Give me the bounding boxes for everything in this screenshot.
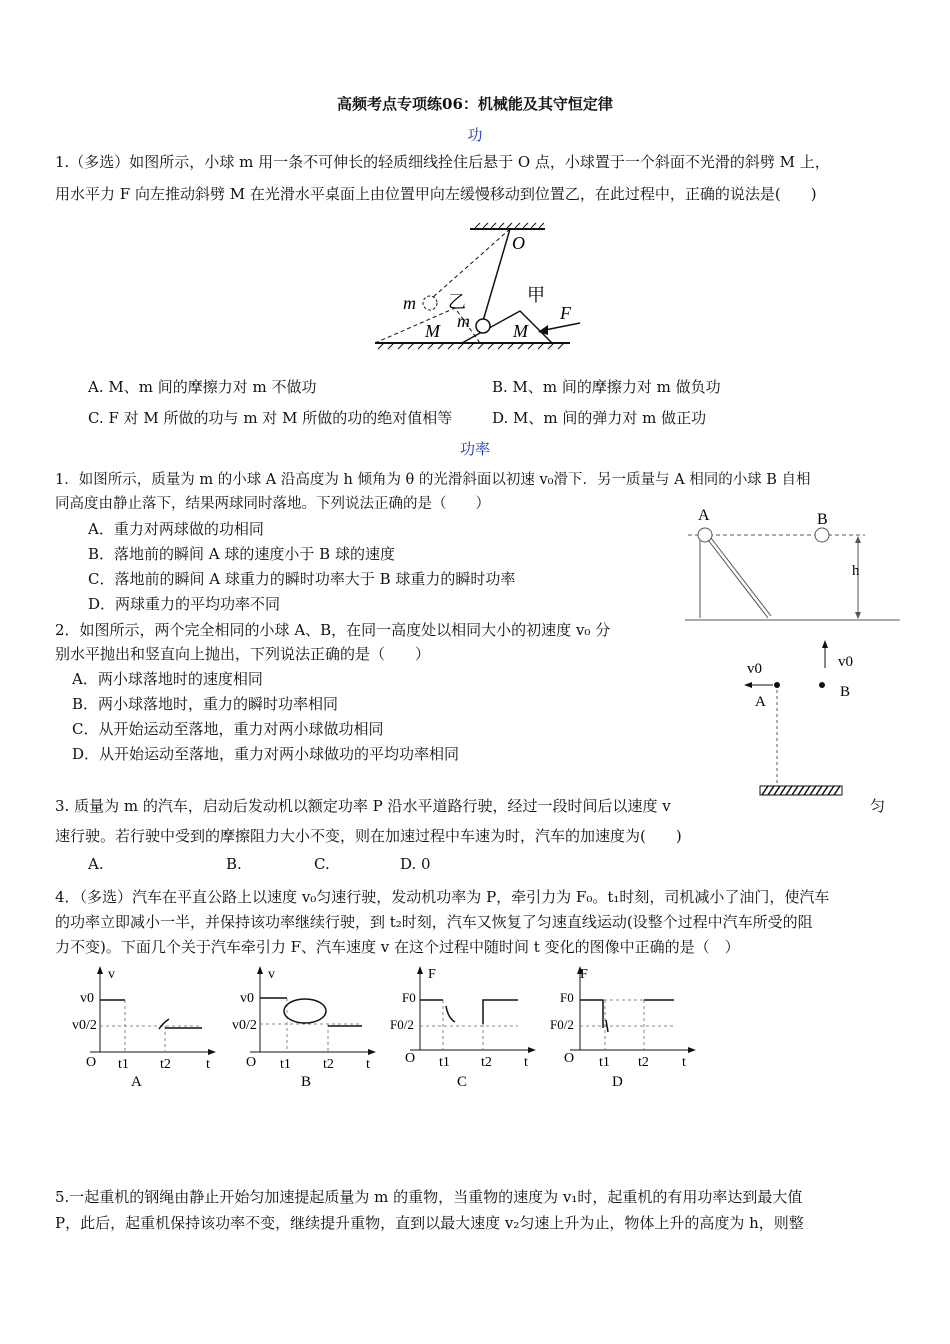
graph-b-origin: O <box>246 1055 257 1070</box>
option-power2-c: C．从开始运动至落地，重力对两小球做功相同 <box>72 720 384 738</box>
option-power1-a: A．重力对两球做的功相同 <box>88 520 264 538</box>
graph-a-caption: A <box>131 1074 142 1090</box>
option-work1-a: A. M、m 间的摩擦力对 m 不做功 <box>88 378 317 396</box>
graph-a-y-axis-label: v <box>108 967 115 982</box>
label-ball-A: A <box>698 507 710 524</box>
label-jia: 甲 <box>527 285 545 305</box>
option-power3-a: A. <box>88 855 104 873</box>
graph-c-t1: t1 <box>439 1055 450 1070</box>
option-work1-d: D. M、m 间的弹力对 m 做正功 <box>492 409 707 427</box>
graph-b-v0-half-label: v0/2 <box>232 1018 257 1033</box>
option-power3-d: D. 0 <box>400 855 431 873</box>
graph-c-caption: C <box>457 1074 468 1090</box>
graph-c-f0-label: F0 <box>402 990 416 1005</box>
label-yi: 乙 <box>448 292 466 312</box>
graph-a-v0-label: v0 <box>80 991 94 1006</box>
question-power-5-line-1: 5.一起重机的钢绳由静止开始匀加速提起质量为 m 的重物，当重物的速度为 v₁时，起重机的有用功率达到最大值 <box>55 1188 803 1206</box>
graph-b-v0-label: v0 <box>240 991 254 1006</box>
graph-d-origin: O <box>564 1051 575 1066</box>
label-v0-vertical: v0 <box>838 654 853 670</box>
question-power-1-line-2: 同高度由静止落下，结果两球同时落地。下列说法正确的是（ ） <box>55 496 490 512</box>
graph-c-origin: O <box>405 1051 416 1066</box>
label-M-left: M <box>425 321 440 341</box>
graph-a-t1: t1 <box>118 1057 129 1072</box>
option-power1-c: C．落地前的瞬间 A 球重力的瞬时功率大于 B 球重力的瞬时功率 <box>88 570 516 588</box>
graph-b-t2: t2 <box>323 1057 334 1072</box>
graph-b <box>230 962 380 1092</box>
label-ball-B: B <box>817 511 828 528</box>
question-power-2-line-2: 别水平抛出和竖直向上抛出，下列说法正确的是（ ） <box>55 645 431 663</box>
question-power-1-line-1: 1．如图所示，质量为 m 的小球 A 沿高度为 h 倾角为 θ 的光滑斜面以初速 v₀滑下．另一质量与 A 相同的小球 B 自相 <box>55 472 811 488</box>
graph-d <box>550 962 700 1092</box>
option-power2-b: B．两小球落地时，重力的瞬时功率相同 <box>72 695 339 713</box>
section-heading-work: 功 <box>467 126 483 144</box>
label-m-left: m <box>403 293 416 313</box>
option-power3-b: B. <box>226 855 242 873</box>
graph-d-t2: t2 <box>638 1055 649 1070</box>
label-O: O <box>512 233 525 253</box>
option-work1-c: C. F 对 M 所做的功与 m 对 M 所做的功的绝对值相等 <box>88 409 453 427</box>
projectile-figure <box>735 640 865 800</box>
label-v0-horizontal: v0 <box>747 661 762 677</box>
graph-b-t-axis-label: t <box>366 1057 370 1072</box>
question-power-4-line-3: 力不变)。下面几个关于汽车牵引力 F、汽车速度 v 在这个过程中随时间 t 变化的图像中正确的是（ ） <box>55 938 740 956</box>
question-power-4-line-1: 4．（多选）汽车在平直公路上以速度 v₀匀速行驶，发动机功率为 P，牵引力为 F₀。t₁时刻，司机减小了油门，使汽车 <box>55 888 830 906</box>
graph-c-f0-half-label: F0/2 <box>390 1017 414 1032</box>
incline-wedge-figure <box>370 213 590 363</box>
graph-c-y-axis-label: F <box>428 967 436 982</box>
graph-c-t2: t2 <box>481 1055 492 1070</box>
graph-b-y-axis-label: v <box>268 967 275 982</box>
option-power2-d: D．从开始运动至落地，重力对两小球做功的平均功率相同 <box>72 745 460 763</box>
question-power-3-line-1: 3. 质量为 m 的汽车，启动后发动机以额定功率 P 沿水平道路行驶，经过一段时间后以速度 v <box>55 797 671 815</box>
option-power1-b: B．落地前的瞬间 A 球的速度小于 B 球的速度 <box>88 545 395 563</box>
graph-d-y-axis-label: F <box>580 967 588 982</box>
option-power3-c: C. <box>314 855 330 873</box>
graph-d-f0-label: F0 <box>560 990 574 1005</box>
graph-b-t1: t1 <box>280 1057 291 1072</box>
label-m-mid: m <box>457 311 470 331</box>
question-power-2-line-1: 2．如图所示，两个完全相同的小球 A、B，在同一高度处以相同大小的初速度 v₀ 分 <box>55 621 611 639</box>
graph-b-caption: B <box>301 1074 312 1090</box>
section-heading-power: 功率 <box>459 440 490 458</box>
question-power-3-line-1-end: 匀 <box>870 797 886 815</box>
graph-a <box>70 962 220 1092</box>
graph-a-t-axis-label: t <box>206 1057 210 1072</box>
graph-c <box>390 962 540 1092</box>
question-power-3-line-2: 速行驶。若行驶中受到的摩擦阻力大小不变，则在加速过程中车速为时，汽车的加速度为( ) <box>55 827 682 845</box>
option-power1-d: D．两球重力的平均功率不同 <box>88 595 281 613</box>
question-power-5-line-2: P，此后，起重机保持该功率不变，继续提升重物，直到以最大速度 v₂匀速上升为止，物体上升的高度为 h，则整 <box>55 1214 804 1232</box>
graph-a-origin: O <box>86 1055 97 1070</box>
graph-a-t2: t2 <box>160 1057 171 1072</box>
label-M-right: M <box>513 321 528 341</box>
graph-c-t-axis-label: t <box>524 1055 528 1070</box>
incline-freefall-figure <box>680 500 905 630</box>
question-work-1-line-2: 用水平力 F 向左推动斜劈 M 在光滑水平桌面上由位置甲向左缓慢移动到位置乙，在此过程中，正确的说法是( ) <box>55 185 817 203</box>
question-power-4-line-2: 的功率立即减小一半，并保持该功率继续行驶，到 t₂时刻，汽车又恢复了匀速直线运动(设整个过程中汽车所受的阻 <box>55 913 813 931</box>
option-power2-a: A．两小球落地时的速度相同 <box>72 670 263 688</box>
label-height-h: h <box>852 563 860 579</box>
label-ball-A-projectile: A <box>755 694 766 710</box>
label-ball-B-projectile: B <box>840 684 851 700</box>
page-title: 高频考点专项练06：机械能及其守恒定律 <box>337 95 613 113</box>
graph-a-v0-half-label: v0/2 <box>72 1018 97 1033</box>
graph-d-t-axis-label: t <box>682 1055 686 1070</box>
option-work1-b: B. M、m 间的摩擦力对 m 做负功 <box>492 378 721 396</box>
graph-d-f0-half-label: F0/2 <box>550 1017 574 1032</box>
graph-d-t1: t1 <box>599 1055 610 1070</box>
label-F: F <box>560 303 571 323</box>
graph-d-caption: D <box>612 1074 623 1090</box>
question-work-1-line-1: 1.（多选）如图所示，小球 m 用一条不可伸长的轻质细线拴住后悬于 O 点，小球置于一个斜面不光滑的斜劈 M 上， <box>55 153 830 171</box>
